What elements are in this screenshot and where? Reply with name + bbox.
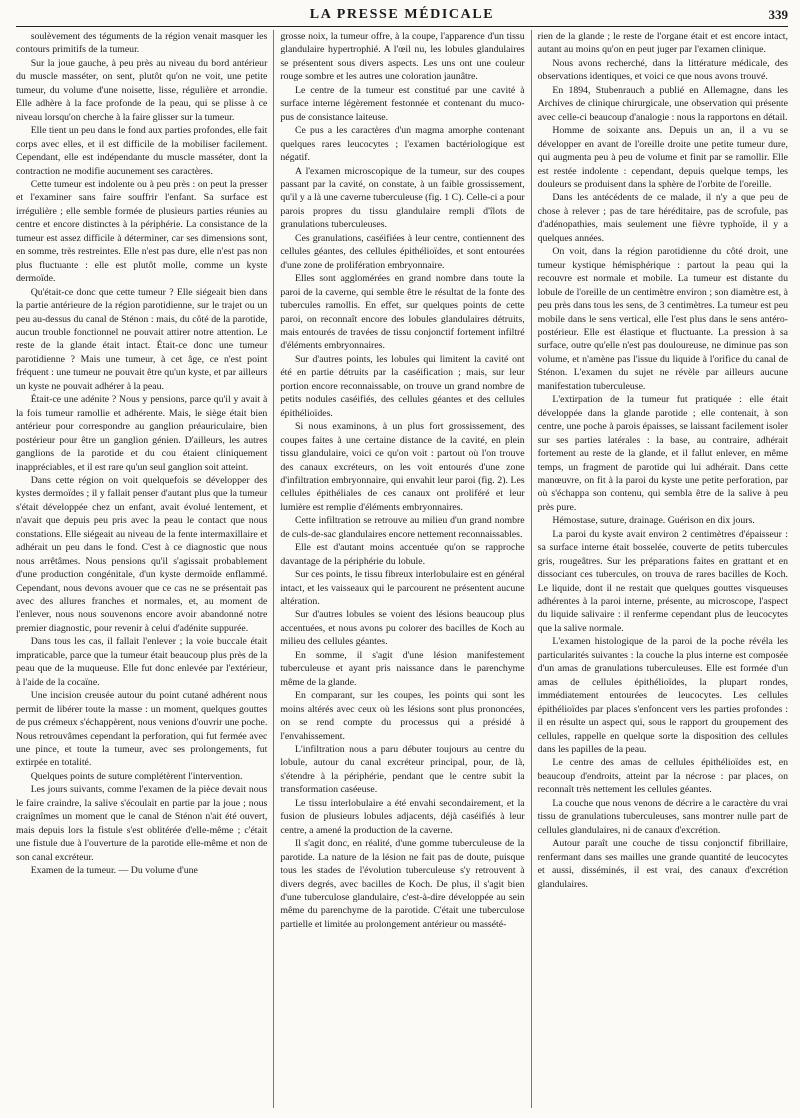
paragraph: Était-ce une adénite ? Nous y pensions, parce qu'il y avait à la fois tumeur ramollie et adhérente. Mais, le siège était bien antérieur pour correspondre au ganglion préauriculaire, bien postérieur pour être un ganglion génien. D'ailleurs, les autres ganglions de la parotide et du cou étaient cliniquement inappréciables, et il est rare qu'un seul ganglion soit atteint. — [16, 394, 268, 473]
text-columns — [16, 30, 788, 1108]
page-header — [16, 6, 788, 27]
paragraph: Ces granulations, caséifiées à leur centre, contiennent des cellules géantes, des cellules épithélioïdes, et sont entourées d'une zone de prolifération embryonnaire. — [280, 232, 525, 271]
paragraph: Elles sont agglomérées en grand nombre dans toute la paroi de la caverne, qui semble être le résultat de la fonte des tubercules ramollis. En effet, sur quelques points de cette paroi, on reconnaît encore des lobules glandulaires détruits, mais entourés de travées de tissu conjonctif fortement infiltré d'éléments embryonnaires. — [280, 273, 525, 352]
column-right — [531, 30, 788, 1108]
paragraph: L'extirpation de la tumeur fut pratiquée : elle était développée dans la glande parotide ; elle contenait, à son centre, une poche à parois épaisses, se laissant facilement isoler sur ses parties latérales : la base, au contraire, adhérait fortement au reste de la glande, et il fallut enlever, en même temps, un fragment de parotide qui lui adhérait. Dans cette manœuvre, on fit à la paroi du kyste une petite perforation, par où s'échappa son contenu, qui sembla être de la salive à peu près pure. — [537, 394, 788, 513]
paragraph: Examen de la tumeur. — Du volume d'une — [30, 865, 198, 877]
paragraph: Dans cette région on voit quelquefois se développer des kystes dermoïdes ; il y fallait penser d'autant plus que la tumeur s'était développée chez un enfant, avait évolué lentement, et n'avait que depuis peu pris avec la peau le contact que nous constations. Elle siégeait au niveau de la fente intermaxillaire et adhérait un peu dans le fond. C'est à ce diagnostic que nous nous arrêtâmes. Nous pensions qu'il s'agissait probablement d'une production congénitale, d'un kyste dermoïde enflammé. Cependant, nous devons avouer que ce cas ne se présentait pas avec des allures franches et normales, et, au moment de l'enlever, nous nous souvenons encore avoir abandonné notre premier diagnostic, pour revenir à celui d'adénite suppurée. — [16, 474, 268, 634]
paragraph: Nous avons recherché, dans la littérature médicale, des observations identiques, et voici ce que nous avons trouvé. — [537, 57, 788, 83]
paragraph: Les jours suivants, comme l'examen de la pièce devait nous le faire craindre, la salive s'écoulait en partie par la joue ; nous craignîmes un moment que le canal de Sténon n'ait été ouvert, mais depuis lors la fistule s'est oblitérée d'elle-même ; c'était une fistule due à l'ouverture de la parotide elle-même et non de son canal excréteur. — [16, 784, 268, 863]
paragraph: Homme de soixante ans. Depuis un an, il a vu se développer en avant de l'oreille droite une petite tumeur dure, qui augmenta peu à peu de volume et finit par se ramollir. Elle est restée indolente : cependant, depuis quelque temps, les douleurs se produisent dans la sphère de l'orbite de l'oreille. — [537, 125, 788, 190]
paragraph: Hémostase, suture, drainage. Guérison en dix jours. — [552, 515, 755, 527]
paragraph: Qu'était-ce donc que cette tumeur ? Elle siégeait bien dans la partie antérieure de la région parotidienne, sur le trajet ou un peu au-dessus du canal de Sténon : mais, du côté de la parotide, aucun trouble fonctionnel ne pouvait attirer notre attention. Le reste de la glande était intact. Était-ce donc une tumeur parotidienne ? Mais une tumeur, à cet âge, ce n'est point fréquent : une tumeur ne pouvait être qu'un kyste, et par ailleurs un kyste ne pouvait adhérer à la peau. — [16, 286, 268, 392]
paragraph: Si nous examinons, à un plus fort grossissement, des coupes faites à une certaine distance de la cavité, en plein tissu glandulaire, voici ce qu'on voit : partout où l'on trouve des canaux excréteurs, on les voit entourés d'une zone d'infiltration embryonnaire, qui envahit leur paroi (fig. 2). Les cellules épithéliales de ces canaux ont proliféré et leur lumière est remplie d'éléments embryonnaires. — [280, 421, 525, 513]
page-number: 339 — [768, 7, 788, 22]
column-left — [16, 30, 273, 1108]
paragraph: rien de la glande ; le reste de l'organe était et est encore intact, autant au moins qu'on en peut juger par l'examen clinique. — [537, 31, 788, 56]
paragraph: Sur la joue gauche, à peu près au niveau du bord antérieur du muscle masséter, on sent, plutôt qu'on ne voit, une petite tumeur, du volume d'une noisette, lisse, régulière et arrondie. Elle adhère à la face profonde de la peau, qui se plisse à ce niveau lorsqu'on cherche à la faire glisser sur la tumeur. — [16, 57, 268, 123]
paragraph: A l'examen microscopique de la tumeur, sur des coupes passant par la cavité, on constate, à un faible grossissement, qu'il y a là une caverne tuberculeuse (fig. 1 C). Celle-ci a pour parois propres du tissu glandulaire rempli d'îlots de granulations tuberculeuses. — [280, 165, 525, 231]
paragraph: Le centre des amas de cellules épithélioïdes est, en beaucoup d'endroits, atteint par la nécrose : par places, on reconnaît très nettement les cellules géantes. — [537, 757, 788, 796]
paragraph: Sur d'autres points, les lobules qui limitent la cavité ont été en partie détruits par la caséification ; mais, sur leur portion encore reconnaissable, on trouve un grand nombre de petits nodules caséifiés, des cellules géantes et des cellules épithélioïdes. — [280, 353, 525, 419]
paragraph: En comparant, sur les coupes, les points qui sont les moins altérés avec ceux où les lésions sont plus prononcées, on se rend compte du processus qui a présidé à l'envahissement. — [280, 690, 525, 742]
paragraph: grosse noix, la tumeur offre, à la coupe, l'apparence d'un tissu glandulaire hypertrophié. A l'œil nu, les lobules glandulaires se présentent sous divers aspects. Les uns ont une couleur rouge sombre et les autres une coloration jaunâtre. — [280, 31, 525, 83]
paragraph: Sur ces points, le tissu fibreux interlobulaire est en général intact, et les vaisseaux qui le parcourent ne présentent aucune altération. — [280, 569, 525, 608]
paragraph: soulèvement des téguments de la région venait masquer les contours primitifs de la tumeur. — [16, 31, 268, 56]
paragraph: Une incision creusée autour du point cutané adhérent nous permit de libérer toute la masse : un moment, quelques gouttes de pus crémeux s'échappèrent, nous venions d'ouvrir une poche. Nous retrouvâmes cependant la perforation, qui fut fermée avec une pince, et toute la tumeur, avec ses prolongements, fut extirpée en totalité. — [16, 690, 268, 769]
paragraph: Ce pus a les caractères d'un magma amorphe contenant quelques rares leucocytes ; l'examen bactériologique est négatif. — [280, 125, 525, 164]
paragraph: Le tissu interlobulaire a été envahi secondairement, et la fusion de plusieurs lobules adjacents, déjà caséifiés à leur centre, a amené la production de la caverne. — [280, 797, 525, 836]
paragraph: Quelques points de suture complétèrent l'intervention. — [30, 770, 243, 782]
journal-title: LA PRESSE MÉDICALE — [309, 7, 495, 22]
paragraph: Autour paraît une couche de tissu conjonctif fibrillaire, renfermant dans ses mailles une grande quantité de leucocytes et aussi, disséminés, il est vrai, des canaux d'excrétion glandulaires. — [537, 838, 788, 890]
paragraph: L'examen histologique de la paroi de la poche révéla les particularités suivantes : la couche la plus interne est composée d'un amas de granulations tuberculeuses. Elle est formée d'un amas de cellules épithélioïdes, la plupart rondes, immédiatement entourées de leucocytes. Les cellules épithélioïdes par places s'enfoncent vers les parties profondes : il en résulte un aspect qui, sous le rapport du groupement des cellules, rappelle en quelque sorte la disposition des cellules dans les papilles de la peau. — [537, 636, 788, 756]
paragraph: Elle tient un peu dans le fond aux parties profondes, elle fait corps avec elles, et il est difficile de la mobiliser facilement. Cependant, elle est indépendante du muscle masséter, dont la contraction ne modifie aucunement ses caractères. — [16, 125, 268, 177]
paragraph: Cette infiltration se retrouve au milieu d'un grand nombre de culs-de-sac glandulaires encore nettement reconnaissables. — [280, 515, 525, 540]
paragraph: Le centre de la tumeur est constitué par une cavité à surface interne légèrement festonnée et contenant du muco-pus de consistance laiteuse. — [280, 84, 525, 123]
paragraph: Dans les antécédents de ce malade, il n'y a que peu de chose à relever ; pas de tare héréditaire, pas de scrofule, pas d'adénopathies, mais seulement une fièvre typhoïde, il y a quelques années. — [537, 192, 788, 244]
paragraph: Cette tumeur est indolente ou à peu près : on peut la presser et l'examiner sans faire souffrir l'enfant. Sa surface est irrégulière ; elle semble formée de plusieurs parties réunies au centre et encore distinctes à la périphérie. La consistance de la tumeur est assez difficile à déterminer, car ses dimensions sont, en somme, très restreintes. Elle n'est pas dure, elle n'est pas non plus fluctuante : elle est plutôt molle, comme un kyste dermoïde. — [16, 178, 268, 285]
paragraph: En somme, il s'agit d'une lésion manifestement tuberculeuse et ayant pris naissance dans le parenchyme même de la glande. — [280, 649, 525, 688]
paragraph: La paroi du kyste avait environ 2 centimètres d'épaisseur : sa surface interne était bosselée, couverte de petits tubercules gris, rougeâtres. Sur les préparations faites en grattant et en dissociant ces tubercules, on trouva de rares bacilles de Koch. Le liquide, dont il ne restait que quelques gouttes visqueuses adhérentes à la paroi interne, présente, au microscope, l'aspect du liquide salivaire : il renferme cependant plus de leucocytes que la salive normale. — [537, 528, 788, 634]
paragraph: L'infiltration nous a paru débuter toujours au centre du lobule, autour du canal excréteur principal, pour, de là, s'étendre à la périphérie, pendant que le centre subit la transformation caséeuse. — [280, 744, 525, 796]
column-middle — [273, 30, 530, 1108]
paragraph: Elle est d'autant moins accentuée qu'on se rapproche davantage de la périphérie du lobule. — [280, 542, 525, 567]
paragraph: Dans tous les cas, il fallait l'enlever ; la voie buccale était impraticable, parce que la tumeur était beaucoup plus près de la peau que de la muqueuse. Elle fut donc enlevée par l'extérieur, à l'aide de la cocaïne. — [16, 636, 268, 688]
paragraph: En 1894, Stubenrauch a publié en Allemagne, dans les Archives de clinique chirurgicale, une observation qui présente avec celle-ci beaucoup d'analogie : nous la rapportons en détail. — [537, 84, 788, 123]
paragraph: Il s'agit donc, en réalité, d'une gomme tuberculeuse de la parotide. La nature de la lésion ne fait pas de doute, puisque tous les stades de l'évolution tuberculeuse s'y retrouvent à divers degrés, avec bacilles de Koch. De plus, il s'agit bien d'une tuberculose glandulaire, c'est-à-dire développée au sein même du parenchyme de la parotide. C'était une tuberculose partielle et limitée au prolongement antérieur ou massété- — [280, 838, 525, 930]
paragraph: La couche que nous venons de décrire a le caractère du vrai tissu de granulations tuberculeuses, sans montrer nulle part de cellules glandulaires, ni de canaux d'excrétion. — [537, 797, 788, 836]
paragraph: Sur d'autres lobules se voient des lésions beaucoup plus accentuées, et nous avons pu colorer des bacilles de Koch au milieu des cellules géantes. — [280, 609, 525, 648]
paragraph: On voit, dans la région parotidienne du côté droit, une tumeur kystique hémisphérique : partout la peau qui la recouvre est normale et mobile. La tumeur est distante du lobule de l'oreille de un centimètre environ ; son diamètre est, à peu près dans tous les sens, de 3 centimètres. La tumeur est peu mobile dans le sens vertical, elle l'est plus dans le sens antéro-postérieur. Elle est élastique et fluctuante. La pression à sa surface, outre qu'elle n'est pas douloureuse, ne diminue pas son volume, et n'amène pas l'issue du liquide à l'orifice du canal de Sténon. L'examen du sujet ne révèle par ailleurs aucune manifestation tuberculeuse. — [537, 246, 788, 392]
